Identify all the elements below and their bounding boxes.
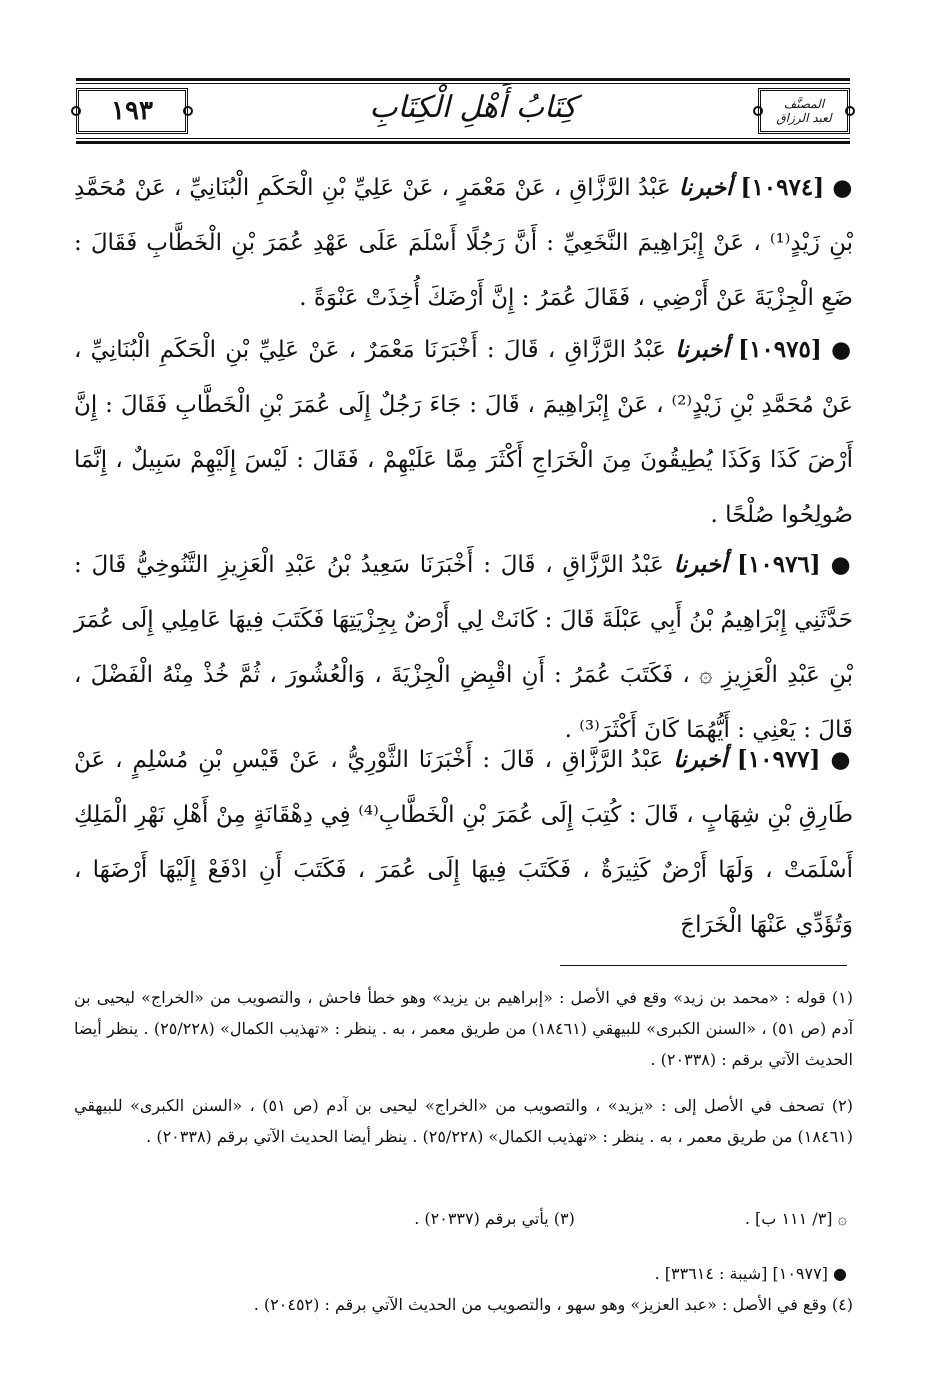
bullet-icon: ● bbox=[830, 746, 854, 773]
header-top-rule bbox=[76, 78, 850, 81]
bullet-icon: ● bbox=[832, 174, 854, 201]
footnote-row bbox=[74, 1203, 853, 1234]
knot-ornament-icon bbox=[183, 106, 193, 116]
hadith-text: عَبْدُ الرَّزَّاقِ ، عَنْ مَعْمَرٍ ، عَنْ عَلِيِّ بْنِ الْحَكَمِ الْبُنَانِيِّ ، عَنْ مُحَمَّدِ بْنِ زَيْدٍ⁽¹⁾ ، عَنْ إِبْرَاهِيمَ النَّخَعِيِّ : أَنَّ رَجُلًا أَسْلَمَ عَلَى عَهْدِ عُمَرَ بْنِ الْخَطَّابِ فَقَالَ : ضَعِ الْجِزْيَةَ عَنْ أَرْضِي ، فَقَالَ عُمَرُ : إِنَّ أَرْضَكَ أُخِذَتْ عَنْوَةً . bbox=[74, 175, 854, 311]
hadith-entry bbox=[74, 732, 853, 953]
page-number-box bbox=[76, 88, 188, 134]
hadith-entry bbox=[74, 160, 853, 326]
hadith-text: عَبْدُ الرَّزَّاقِ ، قَالَ : أَخْبَرَنَا الثَّوْرِيُّ ، عَنْ قَيْسِ بْنِ مُسْلِمٍ ، عَنْ طَارِقِ بْنِ شِهَابٍ ، قَالَ : كُتِبَ إِلَى عُمَرَ بْنِ الْخَطَّابِ⁽⁴⁾ فِي دِهْقَانَةٍ مِنْ أَهْلِ نَهْرِ الْمَلِكِ أَسْلَمَتْ ، وَلَهَا أَرْضٌ كَثِيرَةٌ ، فَكَتَبَ فِيهَا إِلَى عُمَرَ ، فَكَتَبَ أَنِ ادْفَعْ إِلَيْهَا أَرْضَهَا ، وَتُؤَدِّي عَنْهَا الْخَرَاجَ bbox=[74, 747, 854, 938]
publisher-line-2: لعبد الرزاق bbox=[776, 111, 832, 125]
isnad-opening: أخبرنا bbox=[673, 551, 728, 578]
hadith-entry bbox=[74, 537, 853, 758]
knot-ornament-icon bbox=[71, 106, 81, 116]
knot-ornament-icon bbox=[845, 106, 855, 116]
folio-marker: ۞ [٣/ ١١١ ب] . bbox=[744, 1209, 847, 1228]
cross-reference bbox=[74, 1258, 853, 1289]
footnote-2: (٢) تصحف في الأصل إلى : «يزيد» ، والتصويب من «الخراج» ليحيى بن آدم (ص ٥١) ، «السنن الكبرى» للبيهقي (١٨٤٦١) من طريق معمر ، به . ينظر : «تهذيب الكمال» (٢٥/٢٢٨) . ينظر أيضا الحديث الآتي برقم (٢٠٣٣٨) . bbox=[74, 1096, 854, 1146]
header-bottom-rule-thin bbox=[76, 138, 850, 139]
knot-ornament-icon bbox=[753, 106, 763, 116]
hadith-text: عَبْدُ الرَّزَّاقِ ، قَالَ : أَخْبَرَنَا سَعِيدُ بْنُ عَبْدِ الْعَزِيزِ التَّنُوخِيُّ قَالَ : حَدَّثَنِي إِبْرَاهِيمُ بْنُ أَبِي عَبْلَةَ قَالَ : كَانَتْ لِي أَرْضٌ بِجِزْيَتِهَا فَكَتَبَ فِيهَا عَامِلِي إِلَى عُمَرَ بْنِ عَبْدِ الْعَزِيزِ ۞ ، فَكَتَبَ عُمَرُ : أَنِ اقْبِضِ الْجِزْيَةَ ، وَالْعُشُورَ ، ثُمَّ خُذْ مِنْهُ الْفَضْلَ ، قَالَ : يَعْنِي : أَيُّهُمَا كَانَ أَكْثَرَ⁽³⁾ . bbox=[74, 552, 853, 743]
running-title: كِتَابُ أَهْلِ الْكِتَابِ bbox=[369, 90, 577, 125]
page-header bbox=[76, 78, 850, 144]
publisher-emblem bbox=[758, 88, 850, 134]
footnote-3: (٣) يأتي برقم (٢٠٣٣٧) . bbox=[414, 1209, 575, 1228]
header-top-rule-thin bbox=[76, 83, 850, 84]
hadith-number: [١٠٩٧٤] bbox=[740, 174, 825, 201]
cross-reference-text: ● [١٠٩٧٧] [شيبة : ٣٣٦١٤] . bbox=[654, 1264, 847, 1283]
header-bottom-rule bbox=[76, 141, 850, 144]
footnote-4: (٤) وقع في الأصل : «عبد العزيز» وهو سهو ، والتصويب من الحديث الآتي برقم : (٢٠٤٥٢) . bbox=[253, 1295, 853, 1314]
page-number: ١٩٣ bbox=[111, 96, 153, 126]
publisher-label bbox=[776, 97, 831, 125]
isnad-opening: أخبرنا bbox=[673, 746, 727, 773]
hadith-number: [١٠٩٧٦] bbox=[737, 551, 821, 578]
bullet-icon: ● bbox=[830, 551, 854, 578]
hadith-number: [١٠٩٧٥] bbox=[738, 336, 822, 363]
hadith-text: عَبْدُ الرَّزَّاقِ ، قَالَ : أَخْبَرَنَا مَعْمَرٌ ، عَنْ عَلِيِّ بْنِ الْحَكَمِ الْبُنَانِيِّ ، عَنْ مُحَمَّدِ بْنِ زَيْدٍ⁽²⁾ ، عَنْ إِبْرَاهِيمَ ، قَالَ : جَاءَ رَجُلٌ إِلَى عُمَرَ بْنِ الْخَطَّابِ فَقَالَ : إِنَّ أَرْضَ كَذَا وَكَذَا يُطِيقُونَ مِنَ الْخَرَاجِ أَكْثَرَ مِمَّا عَلَيْهِمْ ، فَقَالَ : لَيْسَ إِلَيْهِمْ سَبِيلٌ ، إِنَّمَا صُولِحُوا صُلْحًا . bbox=[74, 337, 853, 528]
hadith-entry bbox=[74, 322, 853, 543]
hadith-number: [١٠٩٧٧] bbox=[736, 746, 821, 773]
bullet-icon: ● bbox=[830, 336, 853, 363]
footnote-1: (١) قوله : «محمد بن زيد» وقع في الأصل : «إبراهيم بن يزيد» وهو خطأ فاحش ، والتصويب من «الخراج» ليحيى بن آدم (ص ٥١) ، «السنن الكبرى» للبيهقي (١٨٤٦١) من طريق معمر ، به . ينظر : «تهذيب الكمال» (٢٥/٢٢٨) . ينظر أيضا الحديث الآتي برقم : (٢٠٣٣٨) . bbox=[74, 988, 854, 1069]
isnad-opening: أخبرنا bbox=[675, 336, 729, 363]
publisher-line-1: المصنَّف bbox=[783, 97, 825, 111]
isnad-opening: أخبرنا bbox=[678, 174, 733, 201]
footnote-separator bbox=[560, 965, 847, 966]
